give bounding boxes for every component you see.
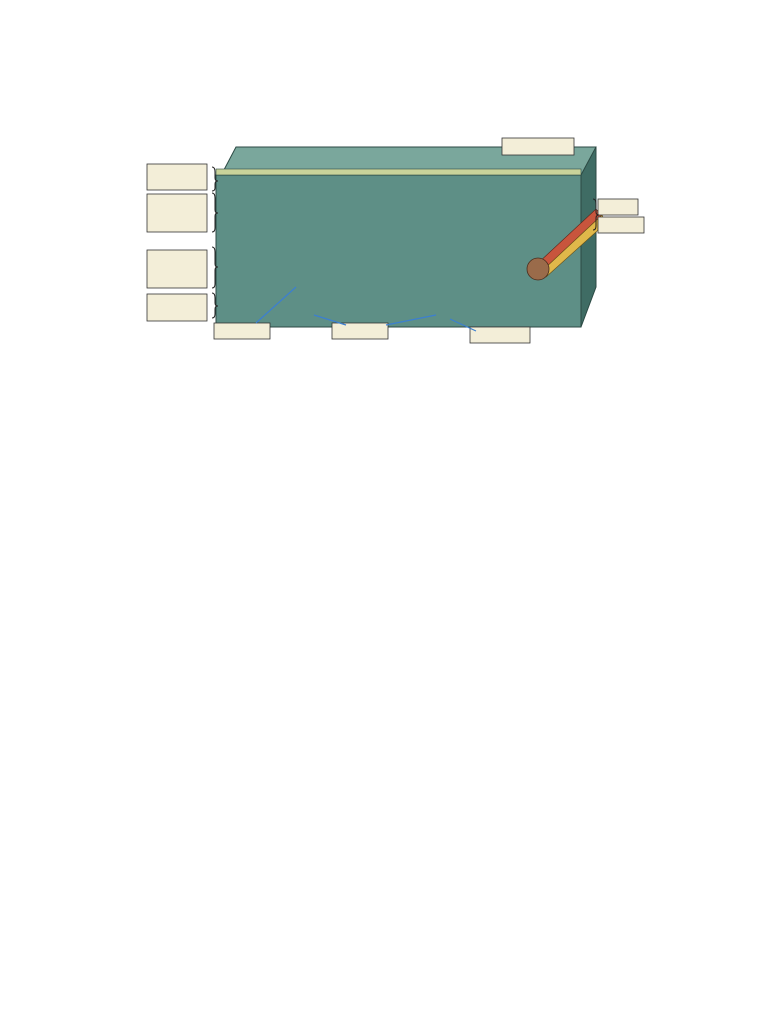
waxy-cuticle-layer [216, 169, 581, 175]
guard-cell-label-box [470, 327, 530, 343]
leaf-cross-section-diagram [146, 137, 668, 347]
air-space-label-box [214, 323, 270, 339]
palisade-label-box [147, 194, 207, 232]
leaf-diagram-svg [146, 137, 668, 347]
stomata-label-box [332, 323, 388, 339]
vascular-bundle [527, 258, 549, 280]
xylem-label-box [598, 199, 638, 215]
leaf-front-face [216, 175, 581, 327]
phloem-label-box [598, 217, 644, 233]
epidermal-bottom-label-box [147, 294, 207, 321]
waxy-cuticle-label-box [502, 138, 574, 155]
epidermal-top-label-box [147, 164, 207, 190]
spongy-label-box [147, 250, 207, 288]
